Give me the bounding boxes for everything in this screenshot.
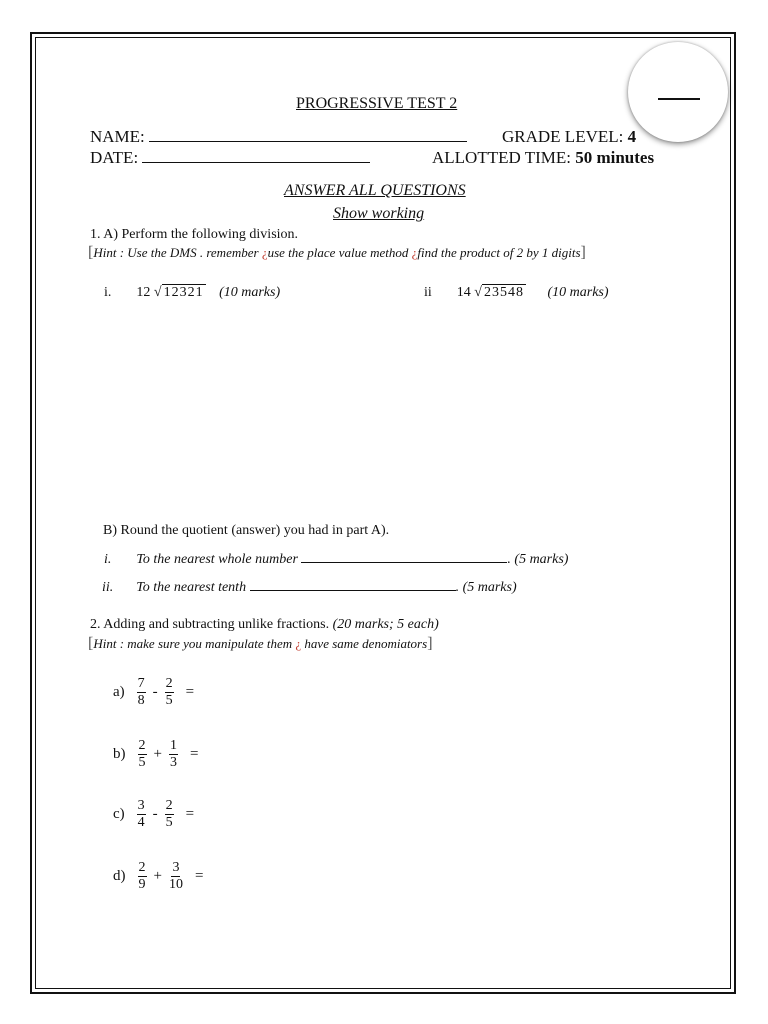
instruction-answer-all: ANSWER ALL QUESTIONS [284, 182, 466, 199]
q1b-item-ii-text: To the nearest tenth [136, 580, 247, 595]
q1b-item-ii-marks: . (5 marks) [455, 580, 517, 595]
q1-item-ii-marks: (10 marks) [547, 285, 609, 300]
grade-label: GRADE LEVEL: [502, 127, 624, 146]
q2-item-d-operator: + [153, 868, 162, 884]
q2-item-a-fraction-1: $\frac{7}{8}$ [137, 676, 145, 708]
q2-item-b-equals: = [189, 746, 199, 762]
q1b-item-i-text: To the nearest whole number [136, 552, 298, 567]
date-blank[interactable] [142, 162, 370, 163]
q2-item-d-fraction-1: $\frac{2}{9}$ [138, 860, 146, 892]
q2-title-marks: (20 marks; 5 each) [332, 617, 439, 632]
q2-item-c-operator: - [152, 806, 158, 822]
q1b-item-ii-number: ii. [102, 580, 114, 595]
q2-item-b-fraction-1: $\frac{2}{5}$ [138, 738, 146, 770]
q2-item-b-operator: + [153, 746, 162, 762]
q2-item-a-equals: = [185, 684, 195, 700]
q1-item-i-marks: (10 marks) [219, 285, 281, 300]
q2-item-c-fraction-2: $\frac{2}{5}$ [165, 798, 173, 830]
grade-value: 4 [627, 127, 637, 146]
time-label: ALLOTTED TIME: [432, 148, 571, 167]
q1b-item-i-marks: . (5 marks) [507, 552, 569, 567]
q1-item-ii-number: ii [424, 285, 432, 300]
q2-item-b-fraction-2: $\frac{1}{3}$ [169, 738, 177, 770]
q1-title: 1. A) Perform the following division. [90, 227, 299, 242]
q1-hint-part2: use the place value method [267, 245, 412, 260]
q1b-item-i-number: i. [104, 552, 112, 567]
score-blank [658, 98, 700, 100]
name-label: NAME: [90, 127, 145, 146]
grade-row [502, 127, 636, 147]
name-blank[interactable] [149, 141, 467, 142]
date-row [90, 148, 370, 168]
q2-item-b [113, 738, 201, 771]
q2-item-c-equals: = [185, 806, 195, 822]
date-label: DATE: [90, 148, 139, 167]
q2-item-c-label: c) [113, 806, 125, 822]
q1-item-i-divisor: 12 [136, 285, 151, 300]
time-value: 50 minutes [575, 148, 655, 167]
q2-hint-part1: Hint : make sure you manipulate them [93, 636, 296, 651]
instruction-show-working: Show working [333, 205, 425, 222]
q1b-title: B) Round the quotient (answer) you had in part A). [103, 523, 390, 538]
q2-item-a [113, 676, 197, 709]
q1-item-i-number: i. [104, 285, 112, 300]
q1b-item-ii [102, 580, 517, 596]
q2-item-d-fraction-2: $\frac{3}{10}$ [168, 860, 183, 892]
name-row [90, 127, 467, 147]
test-title: PROGRESSIVE TEST 2 [296, 95, 458, 112]
q2-hint-symbol: ¿ [295, 636, 302, 651]
score-circle [628, 42, 728, 142]
q1-item-ii-radical: √ 23548 [474, 285, 524, 300]
q2-item-a-operator: - [152, 684, 158, 700]
q2-item-a-label: a) [113, 684, 125, 700]
q1b-item-i [104, 552, 568, 568]
q2-item-c [113, 798, 197, 831]
q2-hint-part2: have same denomiators [301, 636, 428, 651]
q1-hint-part3: find the product of 2 by 1 digits [417, 245, 581, 260]
q2-item-a-fraction-2: $\frac{2}{5}$ [165, 676, 173, 708]
q1-hint-symbol-2: ¿ [411, 245, 418, 260]
q1-hint: [Hint : Use the DMS . remember ¿use the place value method ¿find the product of 2 by 1 digits] [88, 244, 586, 261]
q1b-item-ii-blank[interactable] [250, 590, 456, 591]
q1-hint-part1: Hint : Use the DMS . remember [93, 245, 262, 260]
q2-title: 2. Adding and subtracting unlike fractions. [90, 617, 330, 632]
q1-item-ii [424, 285, 609, 301]
q1-item-ii-divisor: 14 [456, 285, 471, 300]
q2-item-d-label: d) [113, 868, 126, 884]
q1-hint-symbol-1: ¿ [261, 245, 268, 260]
q2-item-b-label: b) [113, 746, 126, 762]
q2-item-d [113, 860, 206, 893]
q2-title-row [90, 617, 439, 633]
q2-hint: [Hint : make sure you manipulate them ¿ have same denomiators] [88, 635, 433, 652]
q1-item-i [104, 285, 280, 301]
q1-item-i-dividend: 12321 [163, 285, 204, 300]
q1-item-i-radical: √ 12321 [153, 285, 204, 300]
q2-item-c-fraction-1: $\frac{3}{4}$ [137, 798, 145, 830]
q1b-item-i-blank[interactable] [301, 562, 507, 563]
time-row [432, 148, 654, 168]
page-border-inner [35, 37, 731, 989]
q1-item-ii-dividend: 23548 [483, 285, 524, 300]
q2-item-d-equals: = [194, 868, 204, 884]
